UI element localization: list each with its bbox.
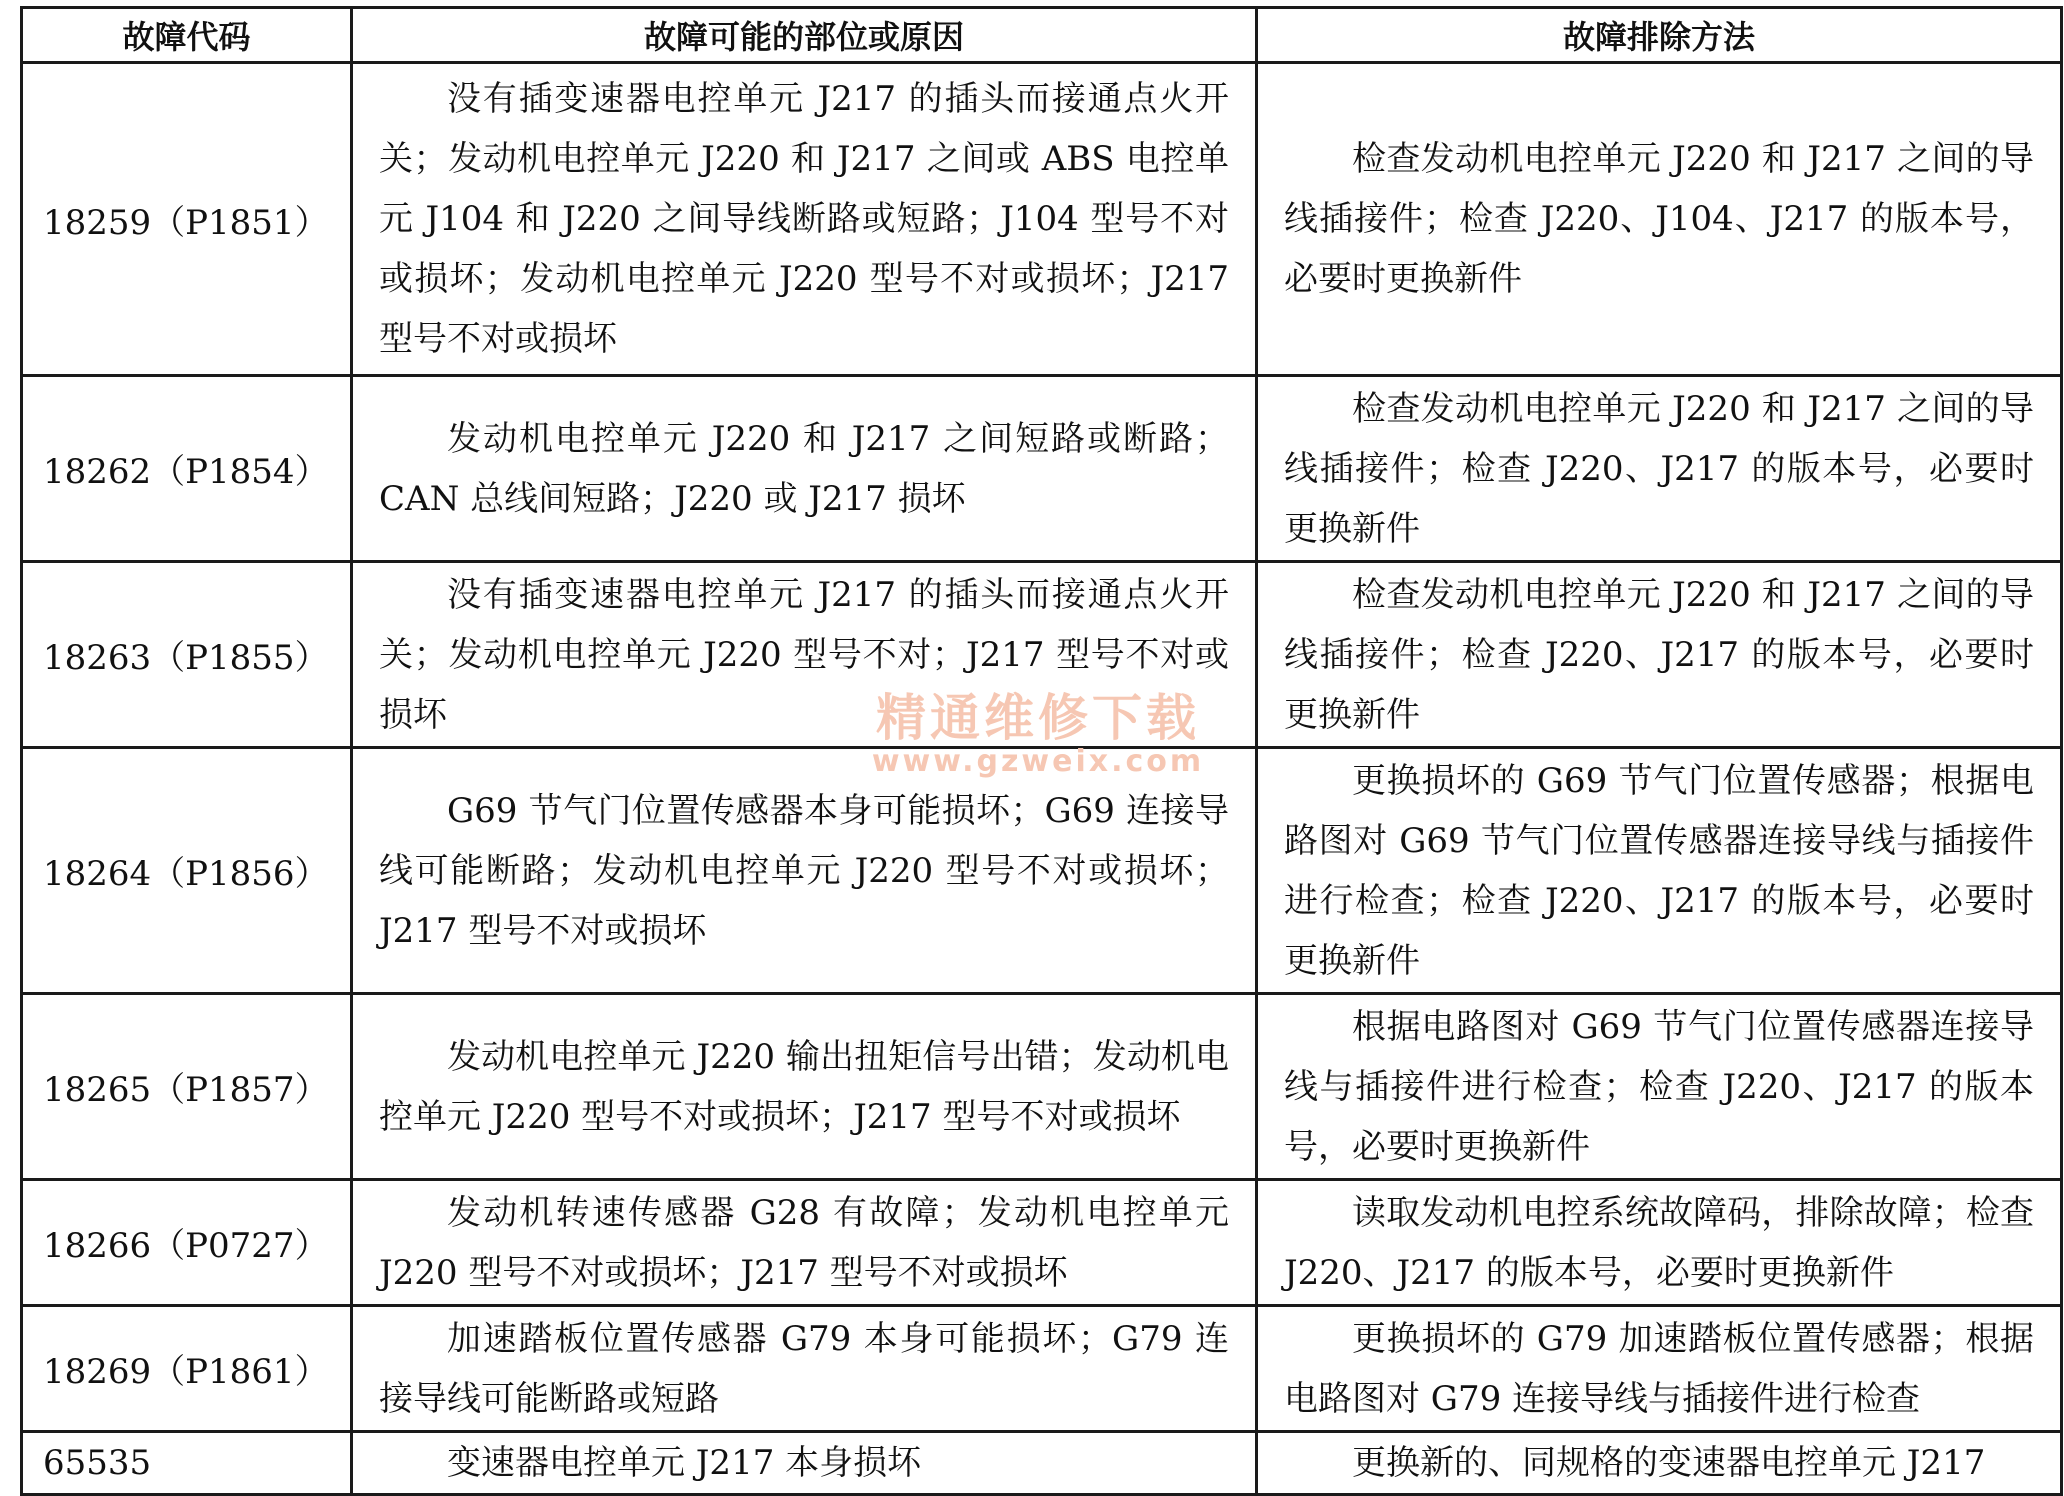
fault-remedy-text: 更换新的、同规格的变速器电控单元 J217 xyxy=(1352,1443,1986,1483)
fault-code-cell: 18259（P1851） xyxy=(22,63,352,376)
table-row xyxy=(22,748,2062,994)
table-row xyxy=(22,562,2062,748)
fault-cause-text: 没有插变速器电控单元 J217 的插头而接通点火开关；发动机电控单元 J220 型号不对；J217 型号不对或损坏 xyxy=(379,574,1229,735)
fault-code-cell: 18262（P1854） xyxy=(22,376,352,562)
watermark-text: 精通维修下载 xyxy=(876,689,1200,747)
table-row xyxy=(22,1180,2062,1306)
fault-remedy-cell xyxy=(1257,63,2062,376)
fault-code-cell: 18269（P1861） xyxy=(22,1306,352,1432)
fault-cause-text: 没有插变速器电控单元 J217 的插头而接通点火开关；发动机电控单元 J220 和 J217 之间或 ABS 电控单元 J104 和 J220 之间导线断路或短路；J104 型号不对或损坏；发动机电控单元 J220 型号不对或损坏；J217 型号不对或损坏 xyxy=(379,79,1229,359)
fault-cause-text: 发动机电控单元 J220 和 J217 之间短路或断路；CAN 总线间短路；J220 或 J217 损坏 xyxy=(379,418,1229,519)
fault-cause-cell xyxy=(352,1306,1257,1432)
fault-cause-cell xyxy=(352,562,1257,748)
table-row xyxy=(22,63,2062,376)
fault-remedy-cell xyxy=(1257,1306,2062,1432)
fault-cause-cell xyxy=(352,1432,1257,1495)
fault-cause-cell xyxy=(352,744,1257,994)
fault-cause-cell xyxy=(352,376,1257,562)
fault-code-table xyxy=(20,6,2063,1496)
fault-code-cell: 18266（P0727） xyxy=(22,1180,352,1306)
fault-remedy-text: 更换损坏的 G69 节气门位置传感器；根据电路图对 G69 节气门位置传感器连接导线与插接件进行检查；检查 J220、J217 的版本号，必要时更换新件 xyxy=(1284,760,2034,981)
fault-remedy-text: 检查发动机电控单元 J220 和 J217 之间的导线插接件；检查 J220、J217 的版本号，必要时更换新件 xyxy=(1284,388,2034,549)
table-row xyxy=(22,1432,2062,1495)
fault-remedy-cell xyxy=(1257,562,2062,748)
fault-cause-text: G69 节气门位置传感器本身可能损坏；G69 连接导线可能断路；发动机电控单元 J220 型号不对或损坏；J217 型号不对或损坏 xyxy=(379,790,1229,951)
fault-code-cell: 18263（P1855） xyxy=(22,562,352,748)
fault-remedy-cell xyxy=(1257,994,2062,1180)
watermark-url: www.gzweix.com xyxy=(871,744,1205,779)
fault-cause-text: 发动机转速传感器 G28 有故障；发动机电控单元 J220 型号不对或损坏；J217 型号不对或损坏 xyxy=(379,1192,1229,1293)
fault-remedy-text: 根据电路图对 G69 节气门位置传感器连接导线与插接件进行检查；检查 J220、J217 的版本号，必要时更换新件 xyxy=(1284,1006,2034,1167)
fault-code-cell: 18264（P1856） xyxy=(22,748,352,994)
fault-cause-text: 加速踏板位置传感器 G79 本身可能损坏；G79 连接导线可能断路或短路 xyxy=(379,1318,1229,1419)
header-fault-remedy: 故障排除方法 xyxy=(1257,8,2062,63)
table-row xyxy=(22,376,2062,562)
fault-remedy-cell xyxy=(1257,376,2062,562)
fault-remedy-text: 更换损坏的 G79 加速踏板位置传感器；根据电路图对 G79 连接导线与插接件进行检查 xyxy=(1284,1318,2034,1419)
fault-code-cell: 65535 xyxy=(22,1432,352,1495)
fault-cause-text: 发动机电控单元 J220 输出扭矩信号出错；发动机电控单元 J220 型号不对或损坏；J217 型号不对或损坏 xyxy=(379,1036,1229,1137)
fault-cause-cell xyxy=(352,63,1257,376)
table-row xyxy=(22,994,2062,1180)
fault-remedy-text: 检查发动机电控单元 J220 和 J217 之间的导线插接件；检查 J220、J104、J217 的版本号，必要时更换新件 xyxy=(1284,139,2034,299)
fault-cause-text: 变速器电控单元 J217 本身损坏 xyxy=(447,1443,922,1483)
table-row xyxy=(22,1306,2062,1432)
fault-code-cell: 18265（P1857） xyxy=(22,994,352,1180)
fault-remedy-cell xyxy=(1257,1432,2062,1495)
fault-remedy-text: 检查发动机电控单元 J220 和 J217 之间的导线插接件；检查 J220、J217 的版本号，必要时更换新件 xyxy=(1284,574,2034,735)
header-fault-code: 故障代码 xyxy=(22,8,352,63)
table-header-row xyxy=(22,8,2062,63)
fault-cause-cell xyxy=(352,994,1257,1180)
fault-cause-cell xyxy=(352,1180,1257,1306)
fault-remedy-cell xyxy=(1257,748,2062,994)
header-fault-cause: 故障可能的部位或原因 xyxy=(352,8,1257,63)
fault-remedy-cell xyxy=(1257,1180,2062,1306)
fault-remedy-text: 读取发动机电控系统故障码，排除故障；检查 J220、J217 的版本号，必要时更换新件 xyxy=(1284,1192,2034,1293)
